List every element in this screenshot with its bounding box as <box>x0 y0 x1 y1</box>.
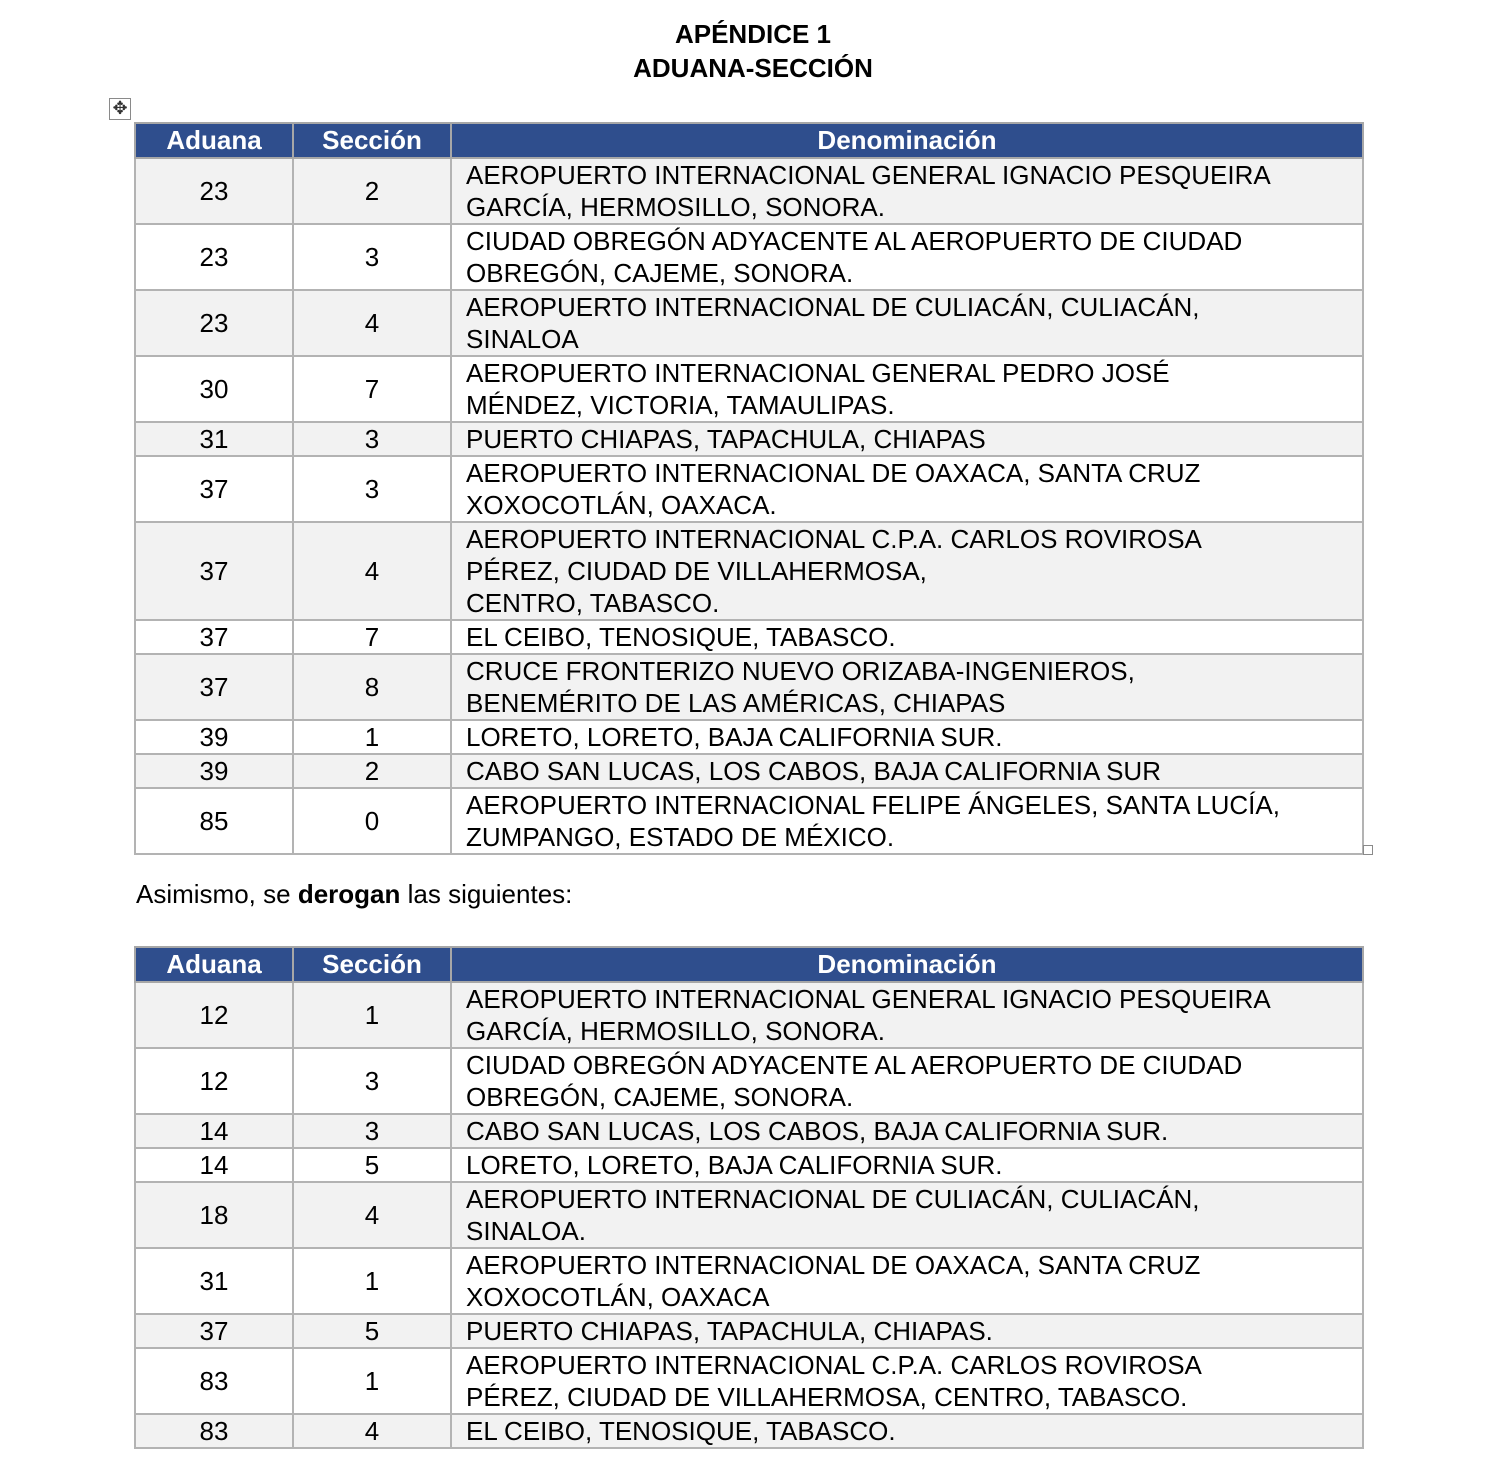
denominacion-line: AEROPUERTO INTERNACIONAL FELIPE ÁNGELES, SANTA LUCÍA, <box>466 790 1280 820</box>
cell-aduana: 37 <box>135 1314 293 1348</box>
header-aduana: Aduana <box>135 123 293 158</box>
denominacion-line: SINALOA <box>466 324 579 354</box>
table-row <box>135 356 1363 422</box>
denominacion-line: GARCÍA, HERMOSILLO, SONORA. <box>466 1016 885 1046</box>
table-row <box>135 422 1363 456</box>
cell-denominacion <box>451 456 1363 522</box>
cell-seccion: 3 <box>293 456 451 522</box>
denominacion-line: PÉREZ, CIUDAD DE VILLAHERMOSA, <box>466 556 927 586</box>
denominacion-line: EL CEIBO, TENOSIQUE, TABASCO. <box>466 622 896 652</box>
paragraph-text-after: las siguientes: <box>400 879 573 909</box>
cell-aduana: 30 <box>135 356 293 422</box>
table-row <box>135 1348 1363 1414</box>
cell-seccion: 1 <box>293 1348 451 1414</box>
cell-denominacion <box>451 1248 1363 1314</box>
denominacion-line: CABO SAN LUCAS, LOS CABOS, BAJA CALIFORNIA SUR. <box>466 1116 1169 1146</box>
table-row <box>135 982 1363 1048</box>
denominacion-line: ZUMPANGO, ESTADO DE MÉXICO. <box>466 822 895 852</box>
denominacion-line: LORETO, LORETO, BAJA CALIFORNIA SUR. <box>466 722 1003 752</box>
table-row <box>135 1048 1363 1114</box>
table-row <box>135 224 1363 290</box>
table-row <box>135 1248 1363 1314</box>
cell-denominacion <box>451 1414 1363 1448</box>
cell-denominacion <box>451 720 1363 754</box>
cell-denominacion <box>451 356 1363 422</box>
denominacion-line: OBREGÓN, CAJEME, SONORA. <box>466 1082 854 1112</box>
cell-seccion: 4 <box>293 290 451 356</box>
header-denominacion: Denominación <box>451 123 1363 158</box>
cell-denominacion <box>451 1148 1363 1182</box>
cell-seccion: 3 <box>293 1048 451 1114</box>
denominacion-line: AEROPUERTO INTERNACIONAL DE CULIACÁN, CULIACÁN, <box>466 292 1200 322</box>
cell-denominacion <box>451 1314 1363 1348</box>
denominacion-line: LORETO, LORETO, BAJA CALIFORNIA SUR. <box>466 1150 1003 1180</box>
cell-seccion: 1 <box>293 1248 451 1314</box>
denominacion-line: CENTRO, TABASCO. <box>466 588 720 618</box>
cell-denominacion <box>451 1182 1363 1248</box>
cell-seccion: 7 <box>293 356 451 422</box>
cell-aduana: 14 <box>135 1148 293 1182</box>
derogation-paragraph <box>136 878 572 910</box>
denominacion-line: AEROPUERTO INTERNACIONAL DE OAXACA, SANTA CRUZ <box>466 458 1201 488</box>
denominacion-line: AEROPUERTO INTERNACIONAL DE CULIACÁN, CULIACÁN, <box>466 1184 1200 1214</box>
denominacion-line: AEROPUERTO INTERNACIONAL GENERAL IGNACIO PESQUEIRA <box>466 984 1271 1014</box>
appendix-title: APÉNDICE 1 <box>674 19 832 49</box>
cell-aduana: 12 <box>135 982 293 1048</box>
appendix-subtitle: ADUANA-SECCIÓN <box>633 53 873 83</box>
cell-seccion: 5 <box>293 1148 451 1182</box>
cell-aduana: 18 <box>135 1182 293 1248</box>
cell-denominacion <box>451 158 1363 224</box>
header-aduana: Aduana <box>135 947 293 982</box>
table-row <box>135 1414 1363 1448</box>
cell-denominacion <box>451 522 1363 620</box>
cell-aduana: 12 <box>135 1048 293 1114</box>
denominacion-line: PUERTO CHIAPAS, TAPACHULA, CHIAPAS. <box>466 1316 993 1346</box>
cell-denominacion <box>451 754 1363 788</box>
table-row <box>135 522 1363 620</box>
denominacion-line: PUERTO CHIAPAS, TAPACHULA, CHIAPAS <box>466 424 986 454</box>
cell-seccion: 2 <box>293 754 451 788</box>
cell-seccion: 7 <box>293 620 451 654</box>
denominacion-line: AEROPUERTO INTERNACIONAL DE OAXACA, SANTA CRUZ <box>466 1250 1201 1280</box>
table-row <box>135 620 1363 654</box>
denominacion-line: AEROPUERTO INTERNACIONAL GENERAL PEDRO JOSÉ <box>466 358 1170 388</box>
cell-denominacion <box>451 620 1363 654</box>
move-arrows-icon[interactable]: ✥ <box>109 98 131 120</box>
cell-aduana: 23 <box>135 158 293 224</box>
cell-seccion: 1 <box>293 720 451 754</box>
derogated-table <box>134 946 1364 1449</box>
cell-seccion: 4 <box>293 1182 451 1248</box>
cell-denominacion <box>451 654 1363 720</box>
cell-aduana: 39 <box>135 754 293 788</box>
cell-aduana: 23 <box>135 224 293 290</box>
denominacion-line: GARCÍA, HERMOSILLO, SONORA. <box>466 192 885 222</box>
cell-aduana: 85 <box>135 788 293 854</box>
cell-aduana: 83 <box>135 1348 293 1414</box>
denominacion-line: CRUCE FRONTERIZO NUEVO ORIZABA-INGENIEROS, <box>466 656 1135 686</box>
table-header-row <box>135 947 1363 982</box>
cell-denominacion <box>451 982 1363 1048</box>
cell-aduana: 37 <box>135 620 293 654</box>
table-row <box>135 1314 1363 1348</box>
resize-handle-icon[interactable] <box>1363 845 1373 855</box>
cell-seccion: 3 <box>293 224 451 290</box>
table-header-row <box>135 123 1363 158</box>
paragraph-bold-word: derogan <box>297 879 401 909</box>
cell-denominacion <box>451 1348 1363 1414</box>
cell-denominacion <box>451 788 1363 854</box>
denominacion-line: XOXOCOTLÁN, OAXACA <box>466 1282 770 1312</box>
cell-aduana: 31 <box>135 422 293 456</box>
paragraph-text-before: Asimismo, se <box>136 879 298 909</box>
denominacion-line: XOXOCOTLÁN, OAXACA. <box>466 490 777 520</box>
cell-seccion: 1 <box>293 982 451 1048</box>
denominacion-line: PÉREZ, CIUDAD DE VILLAHERMOSA, CENTRO, TABASCO. <box>466 1382 1188 1412</box>
cell-aduana: 14 <box>135 1114 293 1148</box>
cell-seccion: 0 <box>293 788 451 854</box>
table-row <box>135 456 1363 522</box>
cell-aduana: 83 <box>135 1414 293 1448</box>
denominacion-line: CIUDAD OBREGÓN ADYACENTE AL AEROPUERTO DE CIUDAD <box>466 226 1243 256</box>
header-denominacion: Denominación <box>451 947 1363 982</box>
aduana-seccion-table <box>134 122 1364 855</box>
cell-aduana: 37 <box>135 522 293 620</box>
denominacion-line: AEROPUERTO INTERNACIONAL GENERAL IGNACIO PESQUEIRA <box>466 160 1271 190</box>
denominacion-line: OBREGÓN, CAJEME, SONORA. <box>466 258 854 288</box>
table-row <box>135 1148 1363 1182</box>
cell-denominacion <box>451 1114 1363 1148</box>
cell-denominacion <box>451 290 1363 356</box>
denominacion-line: BENEMÉRITO DE LAS AMÉRICAS, CHIAPAS <box>466 688 1006 718</box>
cell-seccion: 2 <box>293 158 451 224</box>
table-row <box>135 290 1363 356</box>
denominacion-line: SINALOA. <box>466 1216 586 1246</box>
cell-seccion: 3 <box>293 422 451 456</box>
cell-seccion: 4 <box>293 522 451 620</box>
cell-seccion: 5 <box>293 1314 451 1348</box>
cell-seccion: 3 <box>293 1114 451 1148</box>
table-row <box>135 1182 1363 1248</box>
cell-aduana: 37 <box>135 456 293 522</box>
denominacion-line: AEROPUERTO INTERNACIONAL C.P.A. CARLOS ROVIROSA <box>466 1350 1202 1380</box>
denominacion-line: MÉNDEZ, VICTORIA, TAMAULIPAS. <box>466 390 895 420</box>
denominacion-line: EL CEIBO, TENOSIQUE, TABASCO. <box>466 1416 896 1446</box>
header-seccion: Sección <box>293 123 451 158</box>
cell-aduana: 37 <box>135 654 293 720</box>
table-row <box>135 1114 1363 1148</box>
cell-denominacion <box>451 422 1363 456</box>
cell-seccion: 4 <box>293 1414 451 1448</box>
cell-denominacion <box>451 1048 1363 1114</box>
cell-seccion: 8 <box>293 654 451 720</box>
table-row <box>135 754 1363 788</box>
table-row <box>135 654 1363 720</box>
cell-aduana: 31 <box>135 1248 293 1314</box>
denominacion-line: CIUDAD OBREGÓN ADYACENTE AL AEROPUERTO DE CIUDAD <box>466 1050 1243 1080</box>
cell-aduana: 39 <box>135 720 293 754</box>
table-row <box>135 788 1363 854</box>
header-seccion: Sección <box>293 947 451 982</box>
denominacion-line: AEROPUERTO INTERNACIONAL C.P.A. CARLOS ROVIROSA <box>466 524 1202 554</box>
cell-aduana: 23 <box>135 290 293 356</box>
table-row <box>135 158 1363 224</box>
cell-denominacion <box>451 224 1363 290</box>
table-row <box>135 720 1363 754</box>
denominacion-line: CABO SAN LUCAS, LOS CABOS, BAJA CALIFORNIA SUR <box>466 756 1161 786</box>
